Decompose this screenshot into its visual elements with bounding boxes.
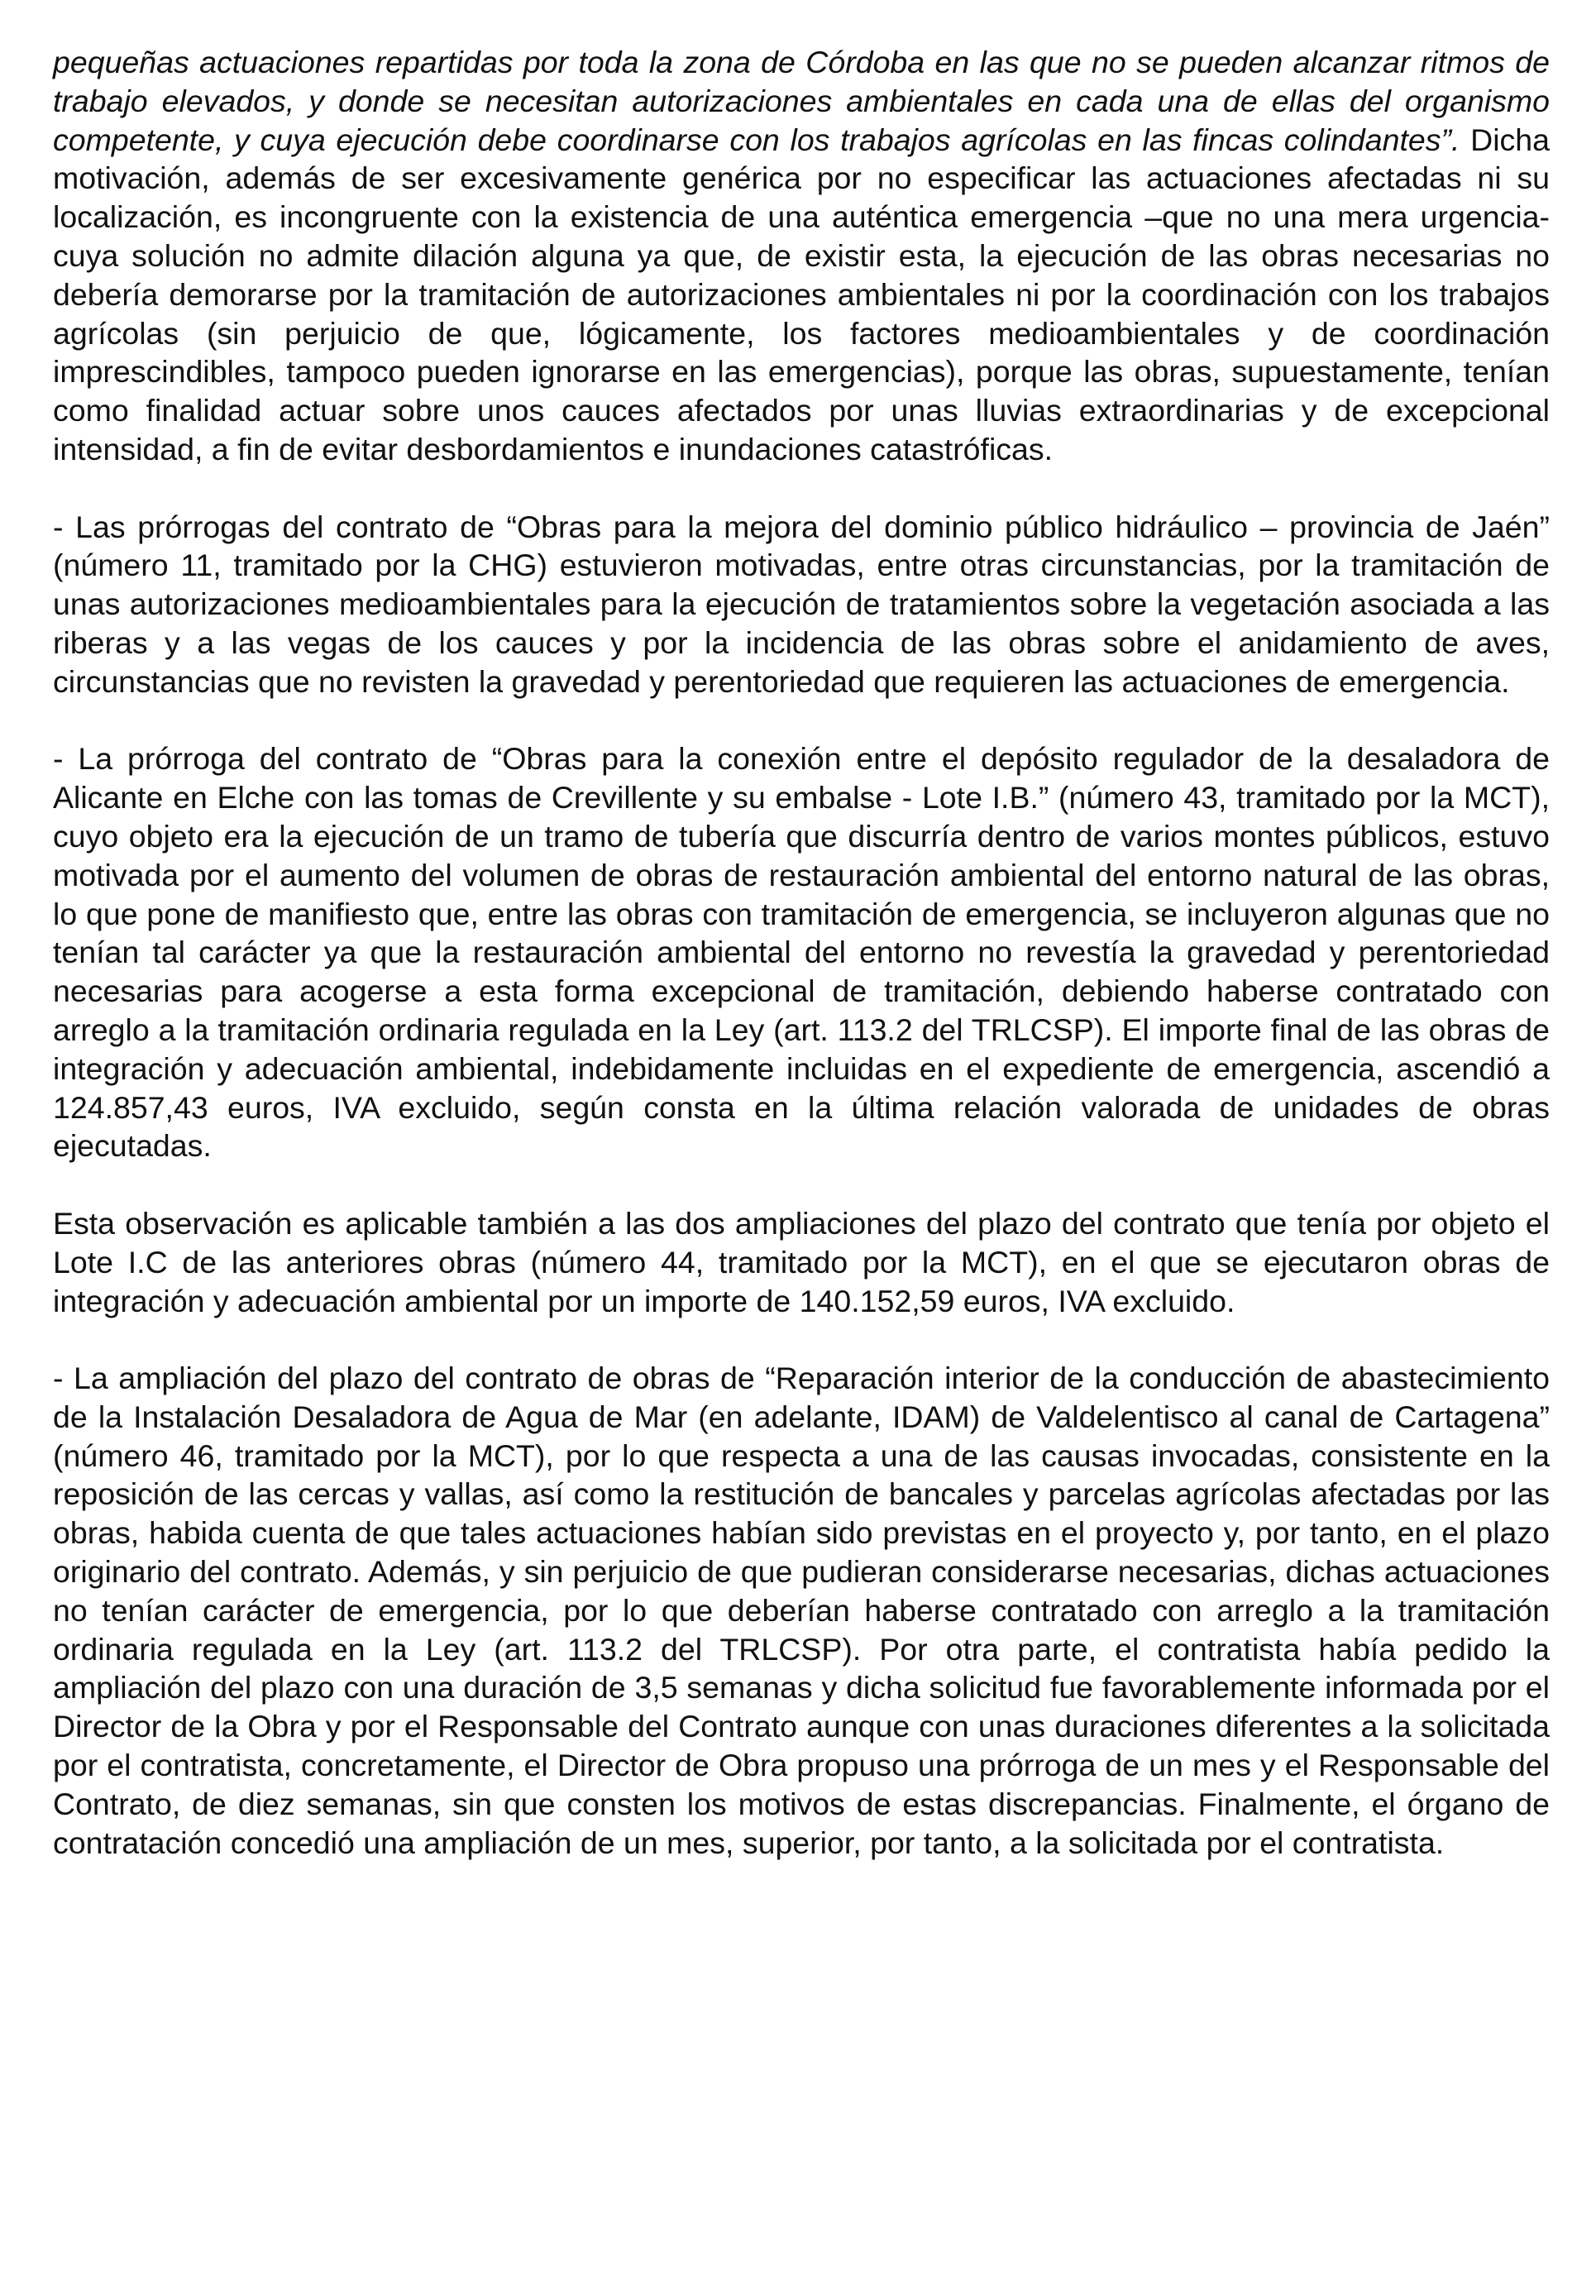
document-page bbox=[53, 43, 1550, 1901]
paragraph-lote-ic: Esta observación es aplicable también a las dos ampliaciones del plazo del contrato que tenía por objeto el Lote I.C de las anteriores obras (número 44, tramitado por la MCT), en el que se ejecutaron obras de integración y adecuación ambiental por un importe de 140.152,59 euros, IVA excluido. bbox=[53, 1205, 1550, 1318]
paragraph-jaen-extensions: - Las prórrogas del contrato de “Obras para la mejora del dominio público hidráulico – provincia de Jaén” (número 11, tramitado por la CHG) estuvieron motivadas, entre otras circunstancias, por la tramitación de unas autorizaciones medioambientales para la ejecución de tratamientos sobre la vegetación asociada a las riberas y a las vegas de los cauces y por la incidencia de las obras sobre el anidamiento de aves, circunstancias que no revisten la gravedad y perentoriedad que requieren las actuaciones de emergencia. bbox=[53, 509, 1550, 699]
paragraph-idam-valdelentisco: - La ampliación del plazo del contrato de obras de “Reparación interior de la conducción de abastecimiento de la Instalación Desaladora de Agua de Mar (en adelante, IDAM) de Valdelentisco al canal de Cartagena” (número 46, tramitado por la MCT), por lo que respecta a una de las causas invocadas, consistente en la reposición de las cercas y vallas, así como la restitución de bancales y parcelas agrícolas afectadas por las obras, habida cuenta de que tales actuaciones habían sido previstas en el proyecto y, por tanto, en el plazo originario del contrato. Además, y sin perjuicio de que pudieran considerarse necesarias, dichas actuaciones no tenían carácter de emergencia, por lo que deberían haberse contratado con arreglo a la tramitación ordinaria regulada en la Ley (art. 113.2 del TRLCSP). Por otra parte, el contratista había pedido la ampliación del plazo con una duración de 3,5 semanas y dicha solicitud fue favorablemente informada por el Director de la Obra y por el Responsable del Contrato aunque con unas duraciones diferentes a la solicitada por el contratista, concretamente, el Director de Obra propuso una prórroga de un mes y el Responsable del Contrato, de diez semanas, sin que consten los motivos de estas discrepancias. Finalmente, el órgano de contratación concedió una ampliación de un mes, superior, por tanto, a la solicitada por el contratista. bbox=[53, 1361, 1550, 1860]
paragraph-text: Dicha motivación, además de ser excesivamente genérica por no especificar las actuaciones afectadas ni su localización, es incongruente con la existencia de una auténtica emergencia –que no una mera urgencia- cuya solución no admite dilación alguna ya que, de existir esta, la ejecución de las obras necesarias no debería demorarse por la tramitación de autorizaciones ambientales ni por la coordinación con los trabajos agrícolas (sin perjuicio de que, lógicamente, los factores medioambientales y de coordinación imprescindibles, tampoco pueden ignorarse en las emergencias), porque las obras, supuestamente, tenían como finalidad actuar sobre unos cauces afectados por unas lluvias extraordinarias y de excepcional intensidad, a fin de evitar desbordamientos e inundaciones catastróficas. bbox=[53, 122, 1550, 466]
italic-quotation: pequeñas actuaciones repartidas por toda la zona de Córdoba en las que no se pueden alcanzar ritmos de trabajo elevados, y donde se necesitan autorizaciones ambientales en cada una de ellas del organismo competente, y cuya ejecución debe coordinarse con los trabajos agrícolas en las fincas colindantes”. bbox=[53, 45, 1550, 157]
paragraph-alicante-lote-ib: - La prórroga del contrato de “Obras para la conexión entre el depósito regulador de la desaladora de Alicante en Elche con las tomas de Crevillente y su embalse - Lote I.B.” (número 43, tramitado por la MCT), cuyo objeto era la ejecución de un tramo de tubería que discurría dentro de varios montes públicos, estuvo motivada por el aumento del volumen de obras de restauración ambiental del entorno natural de las obras, lo que pone de manifiesto que, entre las obras con tramitación de emergencia, se incluyeron algunas que no tenían tal carácter ya que la restauración ambiental del entorno no revestía la gravedad y perentoriedad necesarias para acogerse a esta forma excepcional de tramitación, debiendo haberse contratado con arreglo a la tramitación ordinaria regulada en la Ley (art. 113.2 del TRLCSP). El importe final de las obras de integración y adecuación ambiental, indebidamente incluidas en el expediente de emergencia, ascendió a 124.857,43 euros, IVA excluido, según consta en la última relación valorada de unidades de obras ejecutadas. bbox=[53, 741, 1550, 1164]
paragraph-cordoba-works bbox=[53, 43, 1550, 469]
